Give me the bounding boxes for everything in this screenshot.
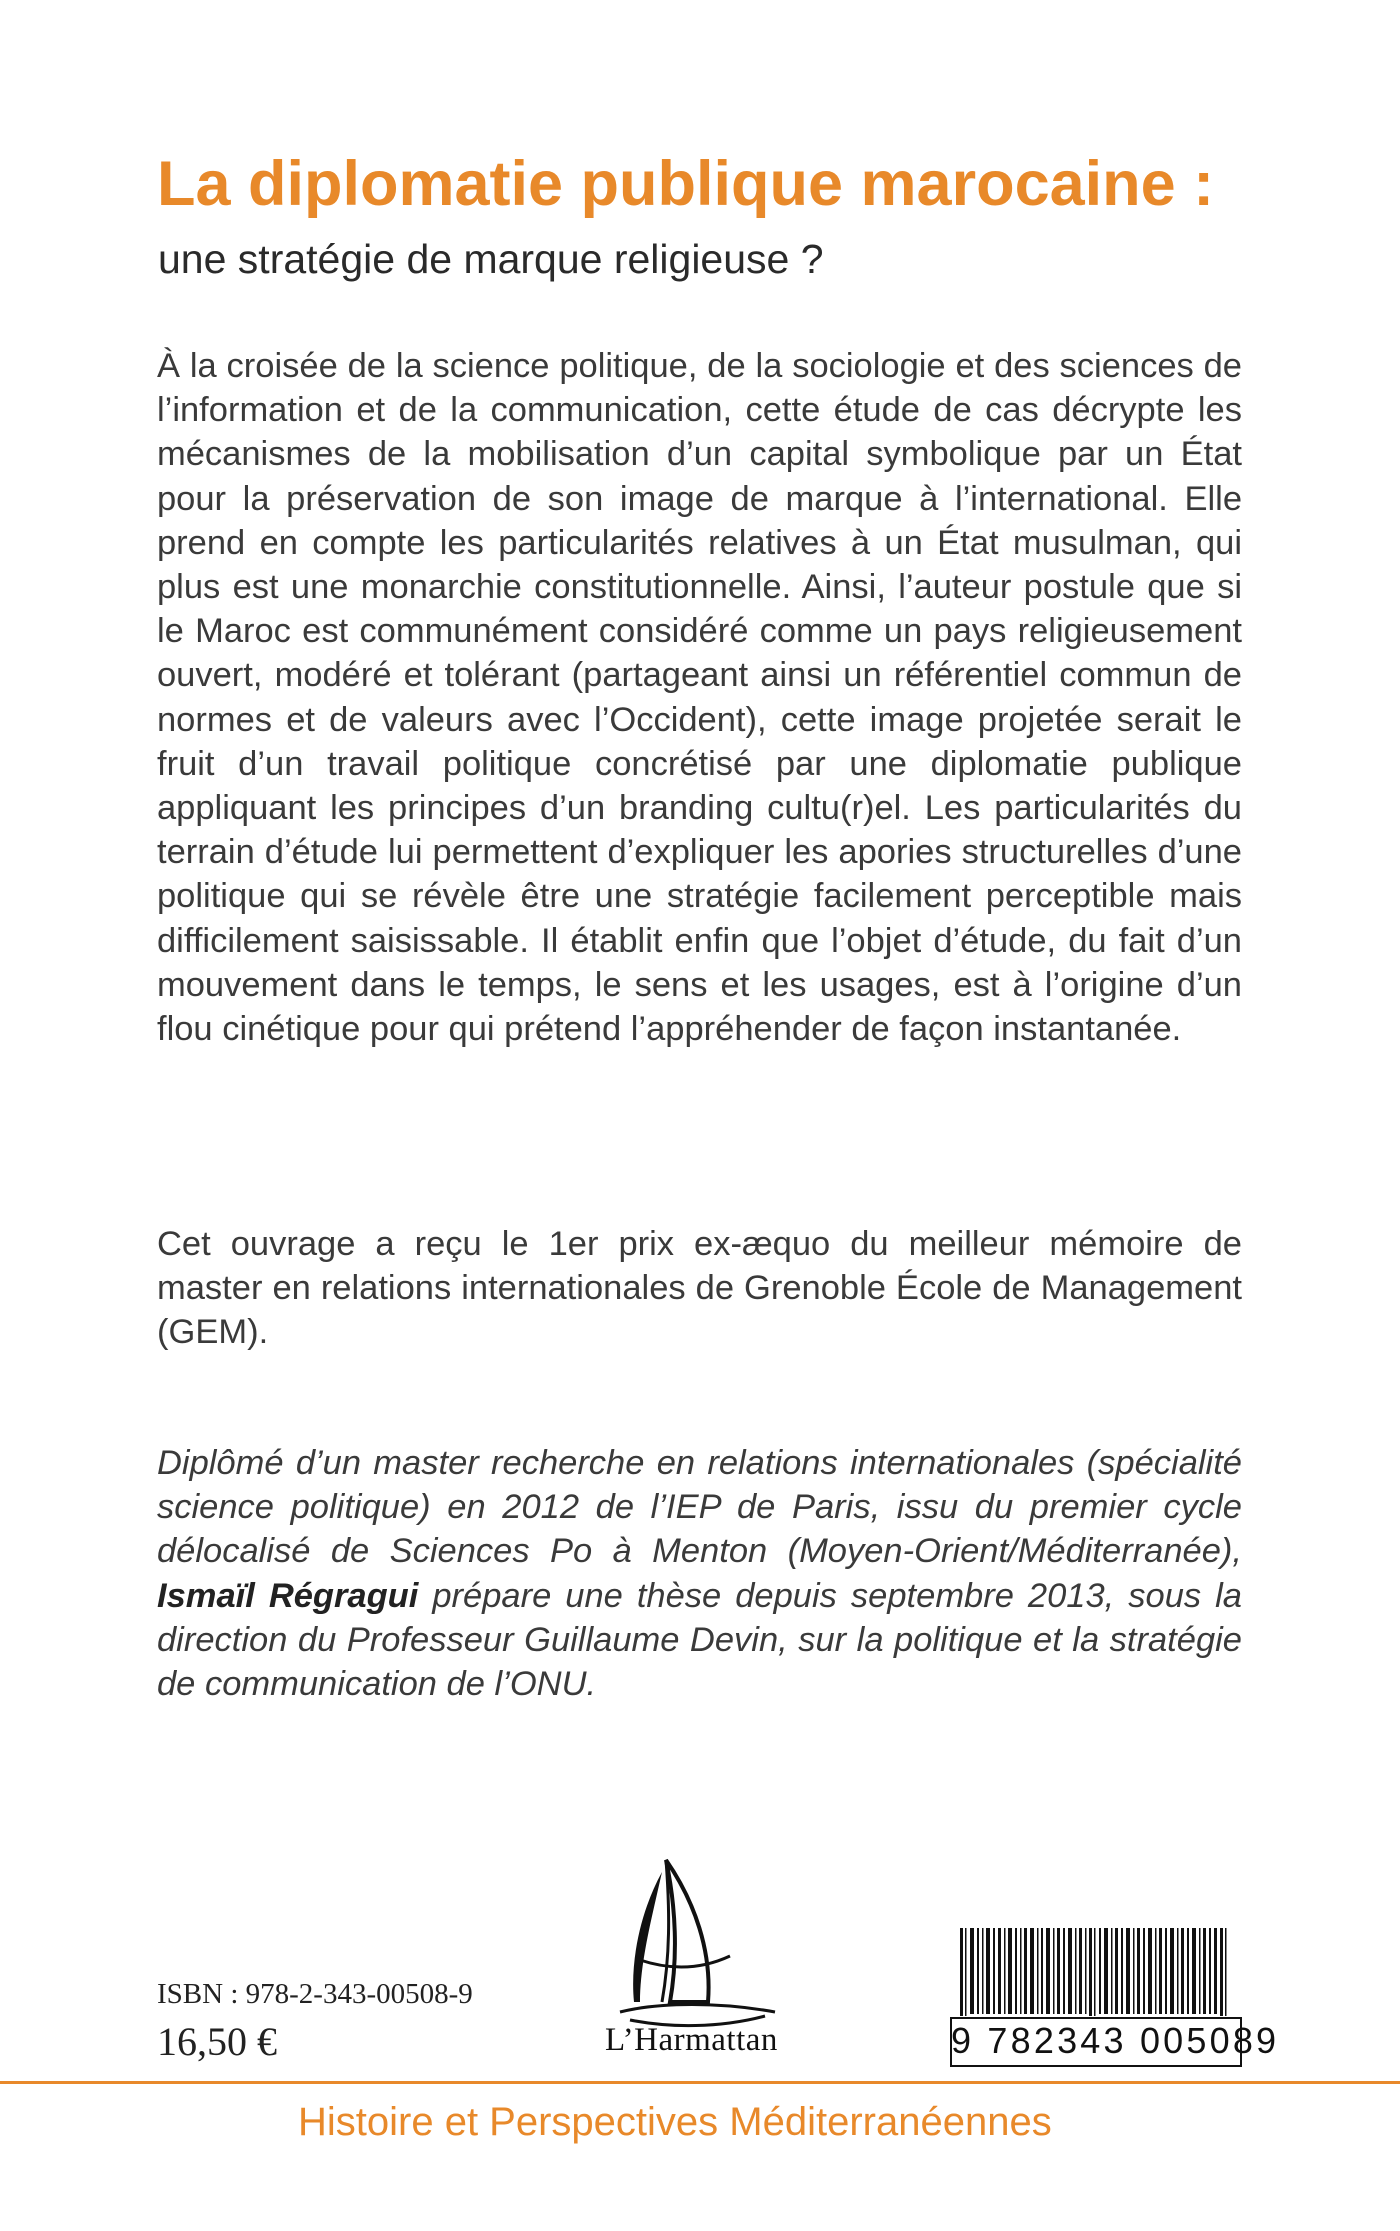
summary-paragraph: À la croisée de la science politique, de la sociologie et des sciences de l’information et de la communication, cette étude de cas décrypte les mécanismes de la mobilisation d’un capital symbolique par un État pour la préservation de son image de marque à l’international. Elle prend en compte les particularités relatives à un État musulman, qui plus est une monarchie constitutionnelle. Ainsi, l’auteur postule que si le Maroc est communément considéré comme un pays religieusement ouvert, modéré et tolérant (partageant ainsi un référentiel commun de normes et de valeurs avec l’Occident), cette image projetée serait le fruit d’un travail politique concrétisé par une diplomatie publique appliquant les principes d’un branding cultu(r)el. Les particularités du terrain d’étude lui permettent d’expliquer les apories structurelles d’une politique qui se révèle être une stratégie facilement perceptible mais difficilement saisissable. Il établit enfin que l’objet d’étude, du fait d’un mouvement dans le temps, le sens et les usages, est à l’origine d’un flou cinétique pour qui prétend l’appréhender de façon instantanée.: [157, 347, 1242, 1049]
bio-text-after: prépare une thèse depuis septembre 2013, sous la direction du Professeur Guillaume Devin, sur la politique et la stratégie de communication de l’ONU.: [157, 1576, 1242, 1704]
bio-text-before: Diplômé d’un master recherche en relations internationales (spécialité science politique) en 2012 de l’IEP de Paris, issu du premier cycle délocalisé de Sciences Po à Menton (Moyen-Orient/Méditerranée),: [157, 1444, 1242, 1571]
footer-divider: [0, 2081, 1400, 2084]
isbn: ISBN : 978-2-343-00508-9: [157, 1978, 473, 2010]
book-title: La diplomatie publique marocaine :: [157, 149, 1215, 219]
author-bio-paragraph: [157, 1441, 1242, 1706]
publisher-name: L’Harmattan: [605, 2022, 778, 2058]
price: 16,50 €: [157, 2019, 277, 2064]
book-subtitle: une stratégie de marque religieuse ?: [158, 236, 824, 282]
author-name: Ismaïl Régragui: [157, 1576, 419, 1615]
collection-name: Histoire et Perspectives Méditerranéennes: [298, 2100, 1052, 2144]
award-paragraph: Cet ouvrage a reçu le 1er prix ex-æquo du meilleur mémoire de master en relations internationales de Grenoble École de Management (GEM).: [157, 1225, 1242, 1352]
barcode-digits: 9 782343 005089: [951, 2020, 1280, 2061]
